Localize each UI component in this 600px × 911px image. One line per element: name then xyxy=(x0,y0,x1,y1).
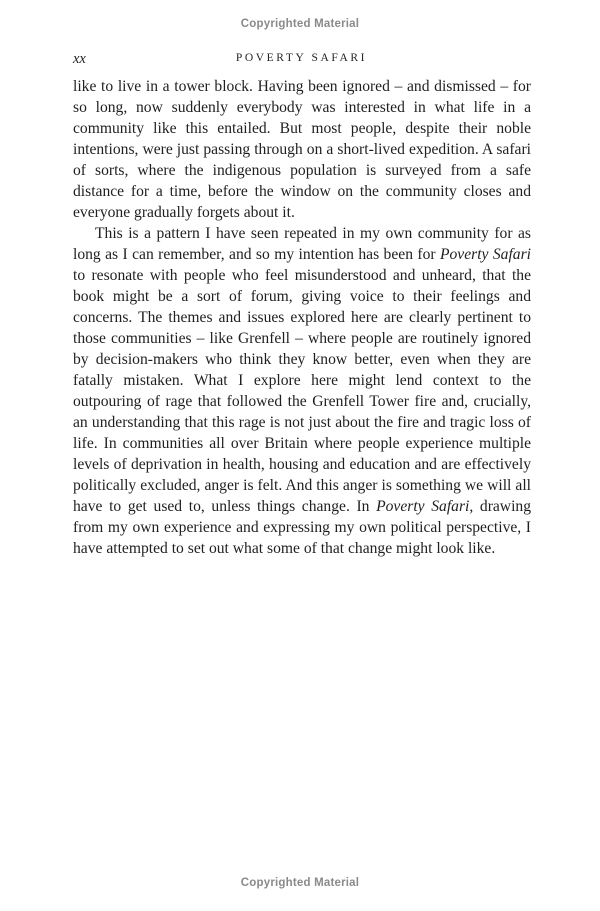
book-title-italic: Poverty Safari xyxy=(376,498,470,515)
page-number: xx xyxy=(73,51,86,67)
copyright-banner-top: Copyrighted Material xyxy=(240,18,360,30)
page-header xyxy=(73,51,530,67)
body-text xyxy=(73,76,531,559)
book-title-italic: Poverty Safari xyxy=(439,246,531,263)
copyright-banner-bottom: Copyrighted Material xyxy=(240,877,360,889)
text-segment: , drawing from my own experience and expressing my own political perspective, I have attempted to set out what some of that change might look like. xyxy=(73,498,531,557)
text-segment: like to live in a tower block. Having been ignored – and dismissed – for so long, now suddenly everybody was interested in what life in a community like this entailed. But most people, despite their noble intentions, were just passing through on a short-lived expedition. A safari of sorts, where the indigenous population is surveyed from a safe distance for a time, before the window on the community closes and everyone gradually forgets about it. xyxy=(73,78,531,221)
paragraph xyxy=(73,223,531,559)
paragraph xyxy=(73,76,531,223)
text-segment: This is a pattern I have seen repeated in my own community for as long as I can remember, and so my intention has been for xyxy=(73,225,531,263)
text-segment: to resonate with people who feel misunderstood and unheard, that the book might be a sort of forum, giving voice to their feelings and concerns. The themes and issues explored here are clearly pertinent to those communities – like Grenfell – where people are routinely ignored by decision-makers who think they know better, even when they are fatally mistaken. What I explore here might lend context to the outpouring of rage that followed the Grenfell Tower fire and, crucially, an understanding that this rage is not just about the fire and tragic loss of life. In communities all over Britain where people experience multiple levels of deprivation in health, housing and education and are effectively politically excluded, anger is felt. And this anger is something we will all have to get used to, unless things change. In xyxy=(73,267,531,515)
running-title: POVERTY SAFARI xyxy=(235,52,368,64)
